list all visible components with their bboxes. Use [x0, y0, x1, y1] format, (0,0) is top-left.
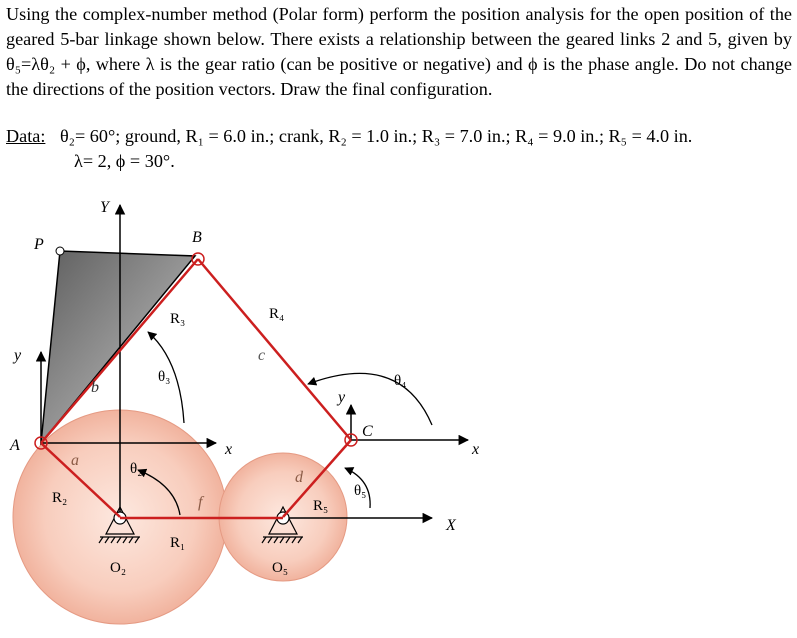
label-x1: x [225, 441, 233, 458]
point-p-pin [56, 247, 64, 255]
label-a: a [71, 452, 79, 469]
label-C: C [362, 423, 373, 440]
label-y-c: y [338, 389, 346, 406]
label-R4: R₄ [269, 306, 285, 322]
data-line-2: λ= 2, ϕ = 30°. [74, 151, 175, 171]
label-y-left: y [14, 347, 22, 364]
link-r4 [198, 259, 351, 440]
label-d: d [295, 469, 303, 486]
data-values-1: θ₂= 60°; ground, R₁ = 6.0 in.; crank, R₂ = 1.0 in.; R₃ = 7.0 in.; R₄ = 9.0 in.; R₅ = 4.0 in. [59, 126, 693, 146]
label-f: f [198, 494, 203, 511]
label-theta5: θ₅ [354, 483, 367, 499]
label-R2: R₂ [52, 490, 68, 506]
label-x2: x [472, 441, 480, 458]
label-R5: R₅ [313, 498, 329, 514]
label-Y: Y [100, 199, 109, 216]
label-P: P [34, 236, 44, 253]
label-X: X [446, 517, 456, 534]
label-b: b [91, 379, 99, 396]
label-B: B [192, 229, 202, 246]
label-A: A [10, 437, 20, 454]
label-O5: O₅ [272, 560, 289, 576]
label-R1: R₁ [170, 535, 186, 551]
theta4-arc [308, 373, 432, 425]
label-theta3: θ₃ [158, 369, 171, 385]
problem-text: Using the complex-number method (Polar form) perform the position analysis for the open position of the geared 5-bar linkage shown below. There exists a relationship between the geared links 2 and 5, given by θ₅=λθ₂ + ϕ, where λ is the gear ratio (can be positive or negative) and ϕ is the phase angle. Do not change the directions of the position vectors. Draw the final configuration. [6, 4, 792, 99]
label-theta4: θ₄ [394, 373, 407, 389]
label-R3: R₃ [170, 311, 186, 327]
label-c: c [258, 347, 266, 364]
data-label: Data: [6, 126, 46, 146]
label-theta2: θ₂ [130, 461, 143, 477]
label-O2: O₂ [110, 560, 127, 576]
